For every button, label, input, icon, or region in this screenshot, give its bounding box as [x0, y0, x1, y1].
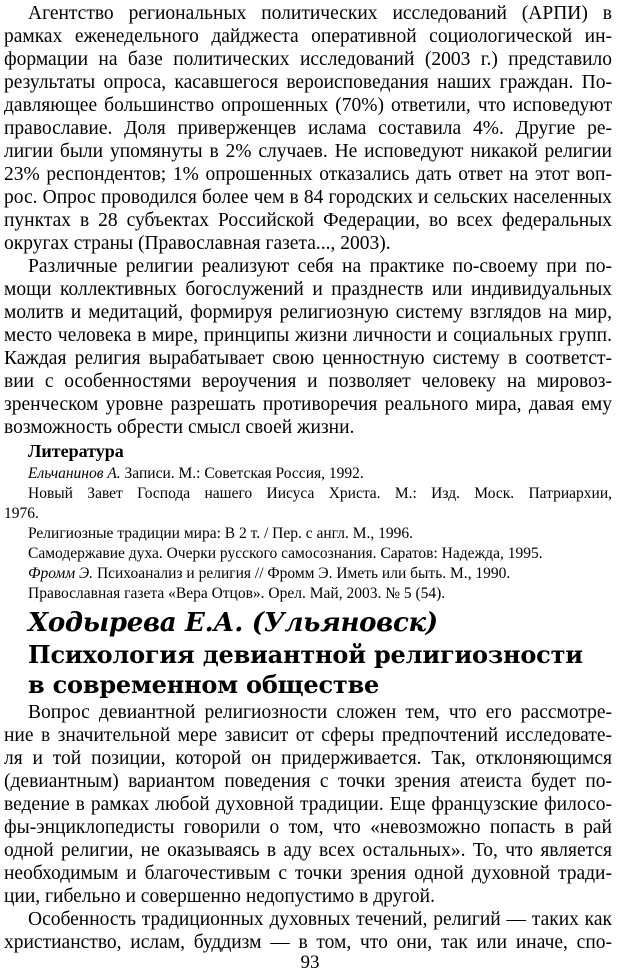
- text-line: Агентство региональных политических исследований (АРПИ) в: [28, 3, 612, 24]
- literature-text: Записи. М.: Советская Россия, 1992.: [120, 465, 364, 482]
- text-line: 23% респондентов; 1% опрошенных отказались дать ответ на этот воп-: [4, 164, 612, 185]
- text-line: лигии были упомянуты в 2% случаев. Не исповедуют никакой религии: [4, 141, 612, 162]
- text-line: молитв и медитаций, формируя религиозную систему взглядов на мир,: [4, 302, 612, 323]
- literature-text: Религиозные традиции мира: В 2 т. / Пер. с англ. М., 1996.: [28, 525, 413, 542]
- text-line: рос. Опрос проводился более чем в 84 городских и сельских населенных: [4, 187, 612, 208]
- text-line: Особенность традиционных духовных течений, религий — таких как: [28, 909, 612, 930]
- text-line: формации на базе политических исследований (2003 г.) представило: [4, 49, 612, 70]
- literature-heading: Литература: [28, 441, 124, 461]
- text-line: вии с особенностями вероучения и позволяет человеку на мировоз-: [4, 371, 612, 392]
- text-line: давляющее большинство опрошенных (70%) ответили, что исповедуют: [4, 95, 612, 116]
- literature-item: [28, 564, 612, 584]
- article-author: Ходырева Е.А. (Ульяновск): [28, 608, 438, 638]
- literature-item: [28, 584, 612, 604]
- text-line: (девиантным) вариантом поведения с точки зрения атеиста будет по-: [4, 771, 612, 792]
- text-line: православие. Доля приверженцев ислама составила 4%. Другие ре-: [4, 118, 612, 139]
- text-line: фы-энциклопедисты говорили о том, что «невозможно попасть в рай: [4, 817, 612, 838]
- text-line: Каждая религия вырабатывает свою ценностную систему в соответст-: [4, 348, 612, 369]
- text-line: зренческом уровне разрешать противоречия реального мира, давая ему: [4, 394, 612, 415]
- literature-author: Фромм Э.: [28, 565, 94, 582]
- literature-text: Самодержавие духа. Очерки русского самосознания. Саратов: Надежда, 1995.: [28, 545, 543, 562]
- text-line: Вопрос девиантной религиозности сложен тем, что его рассмотре-: [28, 702, 612, 723]
- literature-text: Православная газета «Вера Отцов». Орел. Май, 2003. № 5 (54).: [28, 585, 446, 602]
- article-title-line-1: Психология девиантной религиозности: [28, 640, 583, 669]
- text-line: одной религии, не оказываясь в аду всех остальных». То, что является: [4, 840, 612, 861]
- literature-item: [4, 504, 612, 524]
- text-line: ведение в рамках любой духовной традиции. Еще французские филосо-: [4, 794, 612, 815]
- text-line: возможность обрести смысл своей жизни.: [4, 417, 355, 438]
- text-line: место человека в мире, принципы жизни личности и социальных групп.: [4, 325, 612, 346]
- literature-item: [28, 524, 612, 544]
- text-line: рамках еженедельного дайджеста оперативной социологической ин-: [4, 26, 612, 47]
- text-line: ние в значительной мере зависит от сферы предпочтений исследовате-: [4, 725, 612, 746]
- literature-text: Новый Завет Господа нашего Иисуса Христа. М.: Изд. Моск. Патриархии,: [28, 485, 612, 502]
- page-number: 93: [300, 952, 320, 973]
- text-line: Различные религии реализуют себя на практике по-своему при по-: [28, 256, 612, 277]
- text-line: округах страны (Православная газета..., 2003).: [4, 233, 391, 254]
- text-line: мощи коллективных богослужений и празднеств или индивидуальных: [4, 279, 612, 300]
- literature-item: [28, 544, 612, 564]
- text-line: пунктах в 28 субъектах Российской Федерации, во всех федеральных: [4, 210, 612, 231]
- article-title-line-2: в современном обществе: [28, 670, 380, 699]
- text-line: ля и той позиции, которой он придерживается. Так, отклоняющимся: [4, 748, 612, 769]
- text-line: результаты опроса, касавшегося вероисповедания наших граждан. По-: [4, 72, 612, 93]
- text-line: необходимым и благочестивым с точки зрения одной духовной тради-: [4, 863, 612, 884]
- text-line: христианство, ислам, буддизм — в том, что они, так или иначе, спо-: [4, 932, 612, 953]
- literature-author: Ельчанинов А.: [28, 465, 121, 482]
- literature-text: 1976.: [4, 505, 39, 522]
- literature-item: [28, 484, 612, 504]
- text-line: ции, гибельно и совершенно недопустимо в другой.: [4, 886, 435, 907]
- literature-item: [28, 464, 612, 484]
- literature-text: Психоанализ и религия // Фромм Э. Иметь или быть. М., 1990.: [93, 565, 511, 582]
